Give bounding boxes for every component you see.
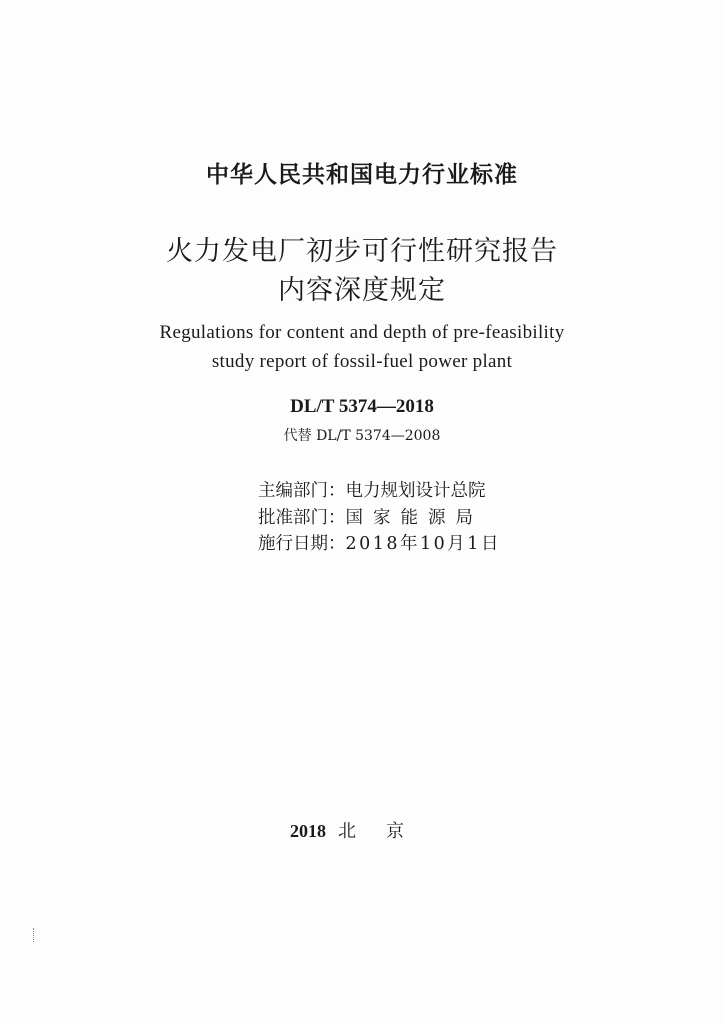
approver-row bbox=[258, 505, 501, 532]
editor-row bbox=[258, 478, 501, 505]
effective-date-value: 2018年10月1日 bbox=[345, 534, 501, 554]
editor-value: 电力规划设计总院 bbox=[345, 481, 486, 501]
effective-date-label: 施行日期： bbox=[258, 534, 346, 554]
title-chinese-line2: 内容深度规定 bbox=[278, 275, 446, 306]
publication-footer bbox=[0, 817, 724, 843]
title-chinese-line1: 火力发电厂初步可行性研究报告 bbox=[166, 236, 558, 267]
approver-label: 批准部门： bbox=[258, 507, 346, 528]
editor-label: 主编部门： bbox=[258, 481, 346, 501]
publication-info bbox=[258, 478, 501, 558]
footer-city: 北京 bbox=[338, 821, 434, 842]
standard-category-header: 中华人民共和国电力行业标准 bbox=[206, 162, 518, 188]
title-english-line2: study report of fossil-fuel power plant bbox=[211, 351, 513, 372]
effective-date-row bbox=[258, 531, 501, 558]
approver-value: 国家能源局 bbox=[345, 507, 483, 528]
replaces-standard: 代替 DL/T 5374—2008 bbox=[283, 428, 441, 444]
scan-edge-mark bbox=[33, 928, 35, 942]
footer-year: 2018 bbox=[290, 821, 326, 841]
standard-number: DL/T 5374—2018 bbox=[290, 396, 434, 417]
title-english-line1: Regulations for content and depth of pre-feasibility bbox=[159, 322, 565, 343]
